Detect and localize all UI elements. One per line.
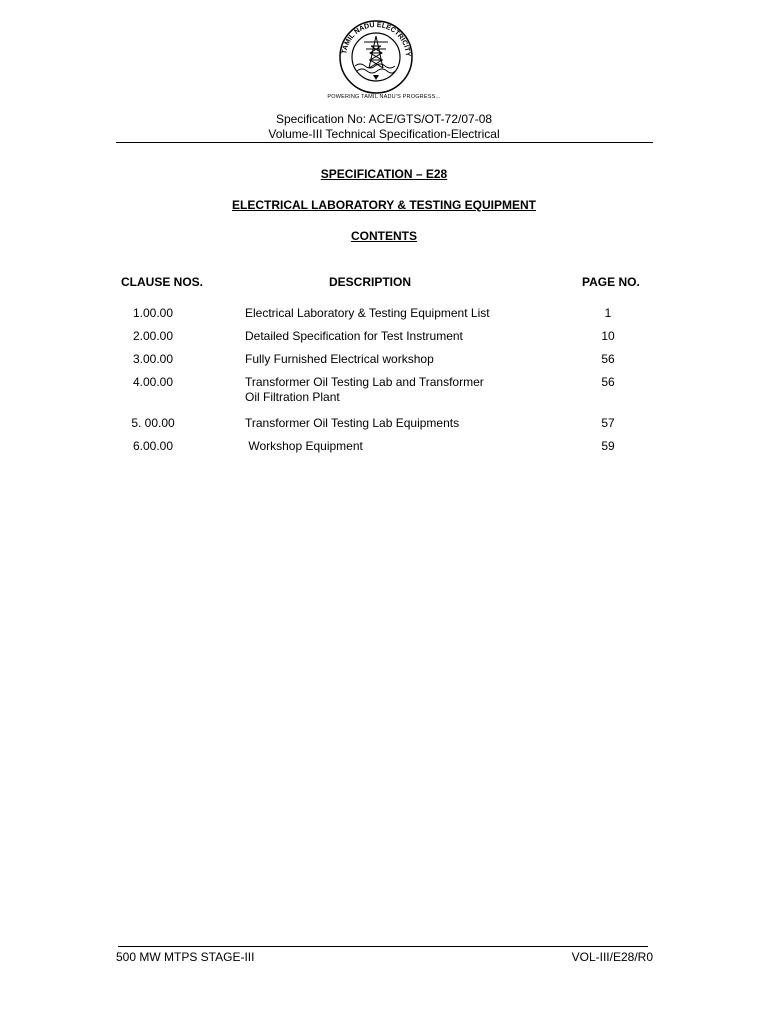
column-header-clause: CLAUSE NOS.	[121, 275, 204, 289]
specification-heading: SPECIFICATION – E28	[320, 167, 448, 181]
tneb-seal-icon	[333, 20, 419, 94]
page-number: 1	[604, 306, 612, 320]
description: Workshop Equipment	[245, 439, 363, 453]
clause-number: 6.00.00	[132, 439, 174, 453]
footer-divider	[118, 946, 648, 947]
description-line-2: Oil Filtration Plant	[245, 390, 340, 404]
tagline: POWERING TAMIL NADU'S PROGRESS...	[327, 94, 441, 100]
header-divider	[116, 142, 653, 143]
page-number: 57	[601, 416, 615, 430]
subject-heading: ELECTRICAL LABORATORY & TESTING EQUIPMENT	[231, 198, 536, 212]
clause-number: 4.00.00	[132, 375, 174, 389]
clause-number: 3.00.00	[132, 352, 174, 366]
description: Electrical Laboratory & Testing Equipment List	[245, 306, 490, 320]
description: Fully Furnished Electrical workshop	[245, 352, 434, 366]
page-number: 59	[601, 439, 615, 453]
description-line-1: Transformer Oil Testing Lab and Transformer	[245, 375, 484, 389]
page-number: 56	[601, 375, 615, 389]
page-number: 10	[601, 329, 615, 343]
footer-reference: VOL-III/E28/R0	[571, 950, 653, 964]
description: Transformer Oil Testing Lab Equipments	[245, 416, 460, 430]
description: Detailed Specification for Test Instrument	[245, 329, 463, 343]
clause-number: 1.00.00	[132, 306, 174, 320]
contents-heading: CONTENTS	[351, 229, 417, 243]
column-header-page: PAGE NO.	[582, 275, 640, 289]
specification-number: Specification No: ACE/GTS/OT-72/07-08	[275, 112, 493, 126]
clause-number: 2.00.00	[132, 329, 174, 343]
description	[245, 375, 525, 405]
column-header-description: DESCRIPTION	[328, 275, 411, 289]
footer-project: 500 MW MTPS STAGE-III	[116, 950, 255, 964]
page-number: 56	[601, 352, 615, 366]
clause-number: 5. 00.00	[131, 416, 175, 430]
svg-text:TAMIL NADU ELECTRICITY BOARD: TAMIL NADU ELECTRICITY	[341, 21, 412, 57]
volume-title: Volume-III Technical Specification-Electrical	[268, 127, 500, 141]
